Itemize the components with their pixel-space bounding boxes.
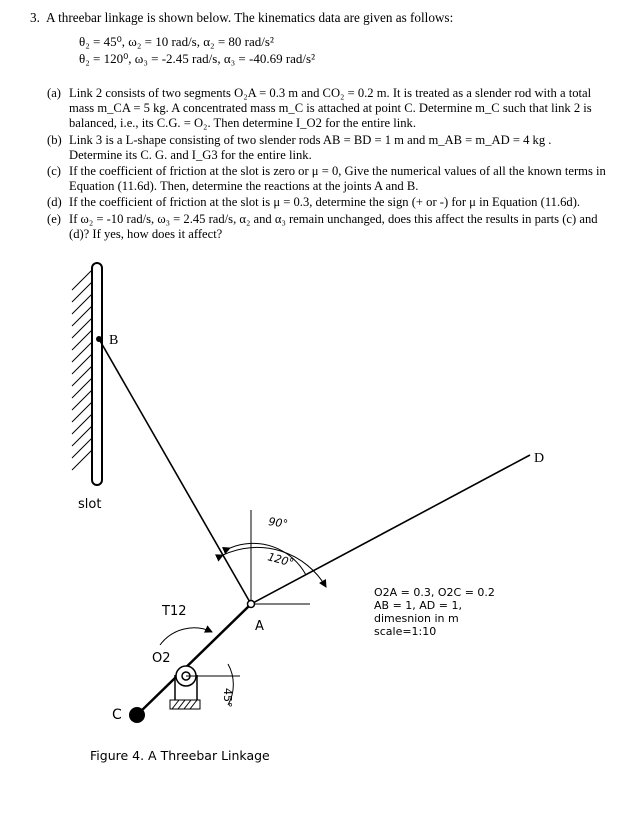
label-d: D <box>534 451 545 466</box>
part-text: If the coefficient of friction at the slot is μ = 0.3, determine the sign (+ or -) for μ in Equation (11.6d). <box>69 195 581 210</box>
part-label: (e) <box>47 211 61 226</box>
problem-intro: A threebar linkage is shown below. The kinematics data are given as follows: <box>46 10 454 25</box>
part-label: (a) <box>47 86 61 100</box>
part-text: Link 3 is a L-shape consisting of two slender rods AB = BD = 1 m and m_AB = m_AD = 4 kg . Determine its C. G. and I_G3 for the entire link. <box>69 132 552 162</box>
link-ad <box>251 455 530 604</box>
label-t12: T12 <box>162 604 187 619</box>
label-slot: slot <box>78 497 102 512</box>
figure-caption: Figure 4. A Threebar Linkage <box>90 748 270 763</box>
part-label: (c) <box>47 164 61 179</box>
torque-t12-arrow <box>160 628 212 645</box>
part-text: Link 2 consists of two segments O₂A = 0.3 m and CO₂ = 0.2 m. It is treated as a slender rod with a total mass m_CA = 5 kg. A concentrated mass m_C is attached at point C. Determine m_C such that link 2 is balanced, i.e., its C.G. = O₂. Then determine I_O2 for the entire link. <box>69 86 592 131</box>
part-text: If ω₂ = -10 rad/s, ω₃ = 2.45 rad/s, α₂ and α₃ remain unchanged, does this affect the results in parts (c) and (d)? If yes, how does it affect? <box>69 211 598 241</box>
label-o2: O2 <box>152 651 171 666</box>
label-angle-120: 120° <box>266 550 296 570</box>
part-label: (b) <box>47 132 62 147</box>
mass-c <box>129 707 145 723</box>
note-line-3: dimesnion in m <box>374 612 459 625</box>
link-ab <box>99 339 251 604</box>
part-text: If the coefficient of friction at the slot is zero or μ = 0, Give the numerical values of all the known terms in Equation (11.6d). Then, determine the reactions at the joints A and B. <box>69 164 606 194</box>
kinematics-line-2: θ₂ = 120⁰, ω₃ = -2.45 rad/s, α₃ = -40.69 rad/s² <box>79 51 315 66</box>
slot-guide <box>92 263 102 485</box>
label-a: A <box>255 619 264 634</box>
problem-number: 3. <box>30 10 40 25</box>
note-line-4: scale=1:10 <box>374 625 437 638</box>
label-angle-90: 90° <box>267 515 289 531</box>
kinematics-line-1: θ₂ = 45⁰, ω₂ = 10 rad/s, α₂ = 80 rad/s² <box>79 34 274 49</box>
note-line-2: AB = 1, AD = 1, <box>374 599 462 612</box>
part-label: (d) <box>47 195 62 210</box>
label-angle-45: 45° <box>221 688 234 708</box>
label-b: B <box>109 333 119 348</box>
wall-hatching <box>72 268 94 470</box>
note-line-1: O2A = 0.3, O2C = 0.2 <box>374 586 495 599</box>
label-c: C <box>112 707 122 723</box>
